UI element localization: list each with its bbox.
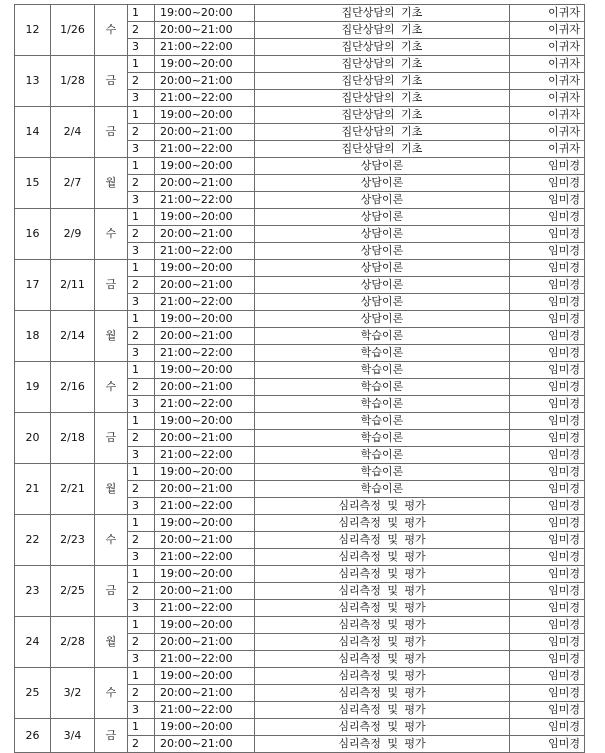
session-time: 19:00~20:00 [155,362,255,379]
class-number: 13 [15,56,51,107]
session-instructor: 임미경 [510,379,585,396]
session-subject: 학습이론 [255,379,510,396]
class-date: 2/16 [51,362,95,413]
session-instructor: 임미경 [510,515,585,532]
class-number: 17 [15,260,51,311]
session-instructor: 임미경 [510,549,585,566]
session-subject: 집단상담의 기초 [255,141,510,158]
session-instructor: 임미경 [510,328,585,345]
class-weekday: 금 [95,260,128,311]
class-date: 2/25 [51,566,95,617]
session-instructor: 임미경 [510,617,585,634]
session-time: 20:00~21:00 [155,175,255,192]
session-number: 2 [128,583,155,600]
session-time: 20:00~21:00 [155,124,255,141]
session-time: 21:00~22:00 [155,447,255,464]
session-instructor: 임미경 [510,668,585,685]
session-time: 21:00~22:00 [155,90,255,107]
session-time: 20:00~21:00 [155,685,255,702]
session-subject: 심리측정 및 평가 [255,617,510,634]
class-weekday: 금 [95,56,128,107]
class-date: 2/21 [51,464,95,515]
session-time: 21:00~22:00 [155,498,255,515]
session-subject: 학습이론 [255,447,510,464]
session-time: 21:00~22:00 [155,651,255,668]
session-number: 3 [128,294,155,311]
session-subject: 집단상담의 기초 [255,39,510,56]
session-number: 2 [128,124,155,141]
session-subject: 학습이론 [255,464,510,481]
class-number: 20 [15,413,51,464]
session-subject: 심리측정 및 평가 [255,532,510,549]
class-date: 1/26 [51,5,95,56]
session-number: 2 [128,481,155,498]
session-subject: 집단상담의 기초 [255,5,510,22]
session-number: 1 [128,158,155,175]
session-subject: 심리측정 및 평가 [255,583,510,600]
class-weekday: 금 [95,566,128,617]
class-number: 16 [15,209,51,260]
session-instructor: 이귀자 [510,90,585,107]
session-subject: 집단상담의 기초 [255,107,510,124]
session-number: 1 [128,56,155,73]
session-number: 1 [128,209,155,226]
session-subject: 심리측정 및 평가 [255,566,510,583]
session-number: 1 [128,617,155,634]
session-number: 3 [128,549,155,566]
session-subject: 심리측정 및 평가 [255,600,510,617]
session-number: 1 [128,311,155,328]
session-number: 3 [128,192,155,209]
session-subject: 상담이론 [255,277,510,294]
session-time: 19:00~20:00 [155,158,255,175]
session-number: 2 [128,22,155,39]
session-subject: 집단상담의 기초 [255,56,510,73]
session-instructor: 이귀자 [510,141,585,158]
session-subject: 심리측정 및 평가 [255,515,510,532]
session-time: 20:00~21:00 [155,328,255,345]
class-number: 14 [15,107,51,158]
class-number: 19 [15,362,51,413]
table-row [15,56,585,73]
session-time: 19:00~20:00 [155,719,255,736]
session-instructor: 임미경 [510,702,585,719]
session-number: 3 [128,90,155,107]
session-number: 3 [128,39,155,56]
table-row [15,566,585,583]
table-row [15,107,585,124]
session-subject: 심리측정 및 평가 [255,702,510,719]
class-weekday: 수 [95,209,128,260]
table-row [15,668,585,685]
session-subject: 집단상담의 기초 [255,73,510,90]
session-number: 3 [128,243,155,260]
session-instructor: 이귀자 [510,124,585,141]
session-time: 19:00~20:00 [155,311,255,328]
session-number: 2 [128,736,155,753]
session-instructor: 임미경 [510,464,585,481]
class-number: 23 [15,566,51,617]
session-number: 1 [128,566,155,583]
class-weekday: 금 [95,719,128,753]
class-number: 15 [15,158,51,209]
session-instructor: 임미경 [510,277,585,294]
session-subject: 심리측정 및 평가 [255,498,510,515]
session-instructor: 임미경 [510,532,585,549]
session-time: 20:00~21:00 [155,430,255,447]
class-number: 18 [15,311,51,362]
session-number: 2 [128,685,155,702]
class-date: 2/18 [51,413,95,464]
session-time: 21:00~22:00 [155,702,255,719]
session-time: 21:00~22:00 [155,141,255,158]
session-instructor: 임미경 [510,634,585,651]
session-instructor: 임미경 [510,294,585,311]
session-subject: 심리측정 및 평가 [255,685,510,702]
session-subject: 상담이론 [255,192,510,209]
session-subject: 상담이론 [255,311,510,328]
session-subject: 학습이론 [255,413,510,430]
session-instructor: 이귀자 [510,22,585,39]
session-number: 1 [128,5,155,22]
session-subject: 학습이론 [255,430,510,447]
class-weekday: 월 [95,464,128,515]
session-number: 3 [128,702,155,719]
session-time: 20:00~21:00 [155,634,255,651]
class-weekday: 월 [95,617,128,668]
session-instructor: 이귀자 [510,107,585,124]
session-instructor: 임미경 [510,447,585,464]
session-instructor: 임미경 [510,498,585,515]
session-time: 19:00~20:00 [155,617,255,634]
class-weekday: 금 [95,107,128,158]
table-row [15,362,585,379]
session-time: 21:00~22:00 [155,294,255,311]
session-time: 19:00~20:00 [155,5,255,22]
session-subject: 심리측정 및 평가 [255,651,510,668]
session-instructor: 임미경 [510,685,585,702]
session-time: 19:00~20:00 [155,413,255,430]
session-subject: 학습이론 [255,345,510,362]
session-instructor: 이귀자 [510,56,585,73]
session-subject: 상담이론 [255,226,510,243]
session-time: 19:00~20:00 [155,260,255,277]
table-row [15,158,585,175]
session-subject: 학습이론 [255,481,510,498]
table-row [15,464,585,481]
session-subject: 상담이론 [255,243,510,260]
session-subject: 상담이론 [255,158,510,175]
session-instructor: 임미경 [510,413,585,430]
session-time: 19:00~20:00 [155,464,255,481]
session-instructor: 임미경 [510,583,585,600]
session-instructor: 임미경 [510,719,585,736]
session-instructor: 이귀자 [510,5,585,22]
session-instructor: 임미경 [510,600,585,617]
table-row [15,260,585,277]
table-row [15,209,585,226]
session-instructor: 임미경 [510,396,585,413]
table-row [15,311,585,328]
session-instructor: 임미경 [510,345,585,362]
session-subject: 집단상담의 기초 [255,90,510,107]
session-subject: 심리측정 및 평가 [255,736,510,753]
class-date: 3/2 [51,668,95,719]
class-weekday: 금 [95,413,128,464]
class-weekday: 수 [95,668,128,719]
session-time: 20:00~21:00 [155,277,255,294]
session-number: 3 [128,141,155,158]
session-time: 21:00~22:00 [155,243,255,260]
session-instructor: 이귀자 [510,73,585,90]
session-time: 20:00~21:00 [155,481,255,498]
session-instructor: 임미경 [510,192,585,209]
session-subject: 집단상담의 기초 [255,22,510,39]
session-number: 2 [128,175,155,192]
session-time: 20:00~21:00 [155,532,255,549]
class-date: 3/4 [51,719,95,753]
schedule-body [15,5,585,753]
session-number: 2 [128,328,155,345]
session-instructor: 임미경 [510,430,585,447]
class-weekday: 월 [95,158,128,209]
session-instructor: 임미경 [510,481,585,498]
session-instructor: 임미경 [510,260,585,277]
session-subject: 심리측정 및 평가 [255,549,510,566]
session-instructor: 이귀자 [510,39,585,56]
class-number: 21 [15,464,51,515]
table-row [15,413,585,430]
session-instructor: 임미경 [510,226,585,243]
class-date: 2/4 [51,107,95,158]
class-number: 24 [15,617,51,668]
session-subject: 상담이론 [255,294,510,311]
table-row [15,515,585,532]
session-number: 3 [128,447,155,464]
schedule-table [14,4,585,753]
session-number: 1 [128,413,155,430]
session-time: 19:00~20:00 [155,209,255,226]
session-number: 2 [128,532,155,549]
session-number: 1 [128,719,155,736]
class-number: 12 [15,5,51,56]
session-time: 21:00~22:00 [155,345,255,362]
session-time: 20:00~21:00 [155,583,255,600]
session-time: 21:00~22:00 [155,396,255,413]
session-time: 20:00~21:00 [155,379,255,396]
session-number: 2 [128,277,155,294]
session-time: 21:00~22:00 [155,600,255,617]
session-subject: 상담이론 [255,175,510,192]
session-subject: 심리측정 및 평가 [255,668,510,685]
session-subject: 상담이론 [255,260,510,277]
class-date: 2/14 [51,311,95,362]
session-instructor: 임미경 [510,175,585,192]
session-time: 20:00~21:00 [155,226,255,243]
session-number: 2 [128,634,155,651]
class-number: 25 [15,668,51,719]
session-number: 2 [128,73,155,90]
session-number: 3 [128,396,155,413]
session-number: 2 [128,379,155,396]
session-instructor: 임미경 [510,311,585,328]
session-number: 1 [128,107,155,124]
session-subject: 학습이론 [255,328,510,345]
session-number: 1 [128,668,155,685]
session-time: 21:00~22:00 [155,192,255,209]
session-instructor: 임미경 [510,158,585,175]
session-number: 1 [128,260,155,277]
session-instructor: 임미경 [510,651,585,668]
session-time: 21:00~22:00 [155,549,255,566]
class-weekday: 월 [95,311,128,362]
class-weekday: 수 [95,362,128,413]
class-date: 2/23 [51,515,95,566]
session-number: 2 [128,226,155,243]
class-date: 2/28 [51,617,95,668]
session-number: 3 [128,651,155,668]
session-time: 19:00~20:00 [155,668,255,685]
session-time: 19:00~20:00 [155,107,255,124]
session-time: 20:00~21:00 [155,73,255,90]
class-date: 1/28 [51,56,95,107]
session-subject: 심리측정 및 평가 [255,719,510,736]
session-subject: 심리측정 및 평가 [255,634,510,651]
class-date: 2/11 [51,260,95,311]
session-number: 3 [128,600,155,617]
session-time: 21:00~22:00 [155,39,255,56]
class-date: 2/7 [51,158,95,209]
session-number: 3 [128,345,155,362]
session-instructor: 임미경 [510,566,585,583]
session-instructor: 임미경 [510,736,585,753]
table-row [15,719,585,736]
session-instructor: 임미경 [510,243,585,260]
session-number: 2 [128,430,155,447]
session-time: 20:00~21:00 [155,736,255,753]
session-instructor: 임미경 [510,209,585,226]
session-number: 1 [128,464,155,481]
session-subject: 학습이론 [255,362,510,379]
session-subject: 상담이론 [255,209,510,226]
session-time: 19:00~20:00 [155,56,255,73]
session-number: 1 [128,362,155,379]
class-number: 26 [15,719,51,753]
session-subject: 집단상담의 기초 [255,124,510,141]
class-weekday: 수 [95,5,128,56]
class-number: 22 [15,515,51,566]
session-time: 19:00~20:00 [155,566,255,583]
table-row [15,617,585,634]
table-row [15,5,585,22]
session-instructor: 임미경 [510,362,585,379]
class-date: 2/9 [51,209,95,260]
session-time: 20:00~21:00 [155,22,255,39]
session-time: 19:00~20:00 [155,515,255,532]
session-number: 1 [128,515,155,532]
session-number: 3 [128,498,155,515]
class-weekday: 수 [95,515,128,566]
session-subject: 학습이론 [255,396,510,413]
